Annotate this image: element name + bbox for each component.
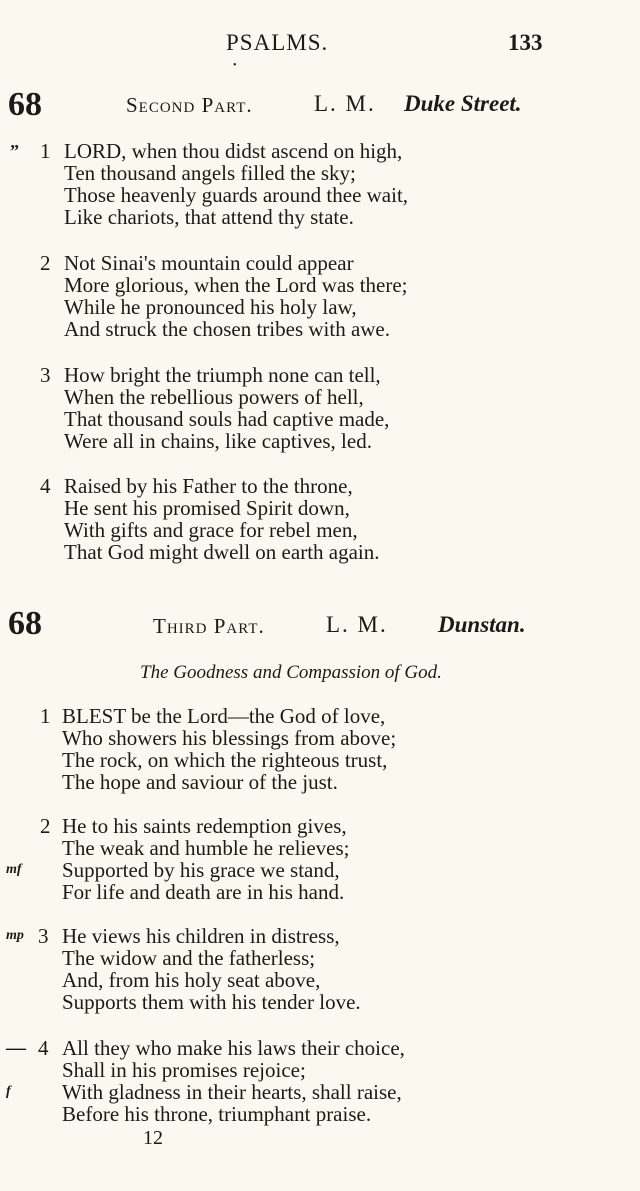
dynamic-marking: f [6, 1084, 11, 1099]
verse-line: With gifts and grace for rebel men, [64, 518, 358, 542]
verse-line: That thousand souls had captive made, [64, 407, 390, 431]
hymn-meter: L. M. [326, 612, 388, 637]
hymn-meter: L. M. [314, 91, 376, 116]
hymn-tune: Dunstan. [438, 612, 526, 637]
verse-line: He sent his promised Spirit down, [64, 496, 350, 520]
verse-line: With gladness in their hearts, shall raise, [62, 1080, 402, 1104]
verse-line: The widow and the fatherless; [62, 946, 316, 970]
hymn-part: Second Part. [126, 93, 253, 117]
signature-mark: 12 [143, 1127, 163, 1149]
verse-line: Before his throne, triumphant praise. [62, 1102, 372, 1126]
hymn-number: 68 [8, 605, 42, 642]
verse-line: When the rebellious powers of hell, [64, 385, 364, 409]
verse-line: Those heavenly guards around thee wait, [64, 183, 409, 207]
verse-line: BLEST be the Lord—the God of love, [62, 704, 386, 728]
verse-line: The weak and humble he relieves; [62, 836, 350, 860]
verse-line: Who showers his blessings from above; [62, 726, 397, 750]
verse-number: 2 [40, 251, 51, 275]
hymn-part: Third Part. [153, 614, 265, 638]
verse-line: How bright the triumph none can tell, [64, 363, 381, 387]
running-title: PSALMS. [226, 30, 329, 55]
verse-number: 4 [38, 1036, 49, 1060]
verse-line: Shall in his promises rejoice; [62, 1058, 306, 1082]
verse-line: While he pronounced his holy law, [64, 295, 357, 319]
dynamic-marking: mf [6, 862, 22, 877]
verse-number: 4 [40, 474, 51, 498]
ornament: • [233, 60, 237, 71]
hymn-number: 68 [8, 86, 42, 123]
verse-line: The hope and saviour of the just. [62, 770, 338, 794]
verse-line: And struck the chosen tribes with awe. [64, 317, 391, 341]
dynamic-marking: ˮ [10, 141, 19, 161]
hymn-tune: Duke Street. [404, 91, 522, 116]
verse-line: LORD, when thou didst ascend on high, [64, 139, 403, 163]
verse-line: Supported by his grace we stand, [62, 858, 340, 882]
verse-line: Were all in chains, like captives, led. [64, 429, 372, 453]
verse-line: Like chariots, that attend thy state. [64, 205, 354, 229]
verse-line: Raised by his Father to the throne, [64, 474, 353, 498]
verse-line: And, from his holy seat above, [62, 968, 321, 992]
dynamic-marking: — [6, 1037, 26, 1059]
verse-line: Not Sinai's mountain could appear [64, 251, 354, 275]
hymn-subtitle: The Goodness and Compassion of God. [140, 662, 442, 683]
verse-line: More glorious, when the Lord was there; [64, 273, 408, 297]
verse-number: 3 [40, 363, 51, 387]
page-number: 133 [508, 30, 543, 55]
verse-number: 3 [38, 924, 49, 948]
verse-line: He to his saints redemption gives, [62, 814, 347, 838]
verse-line: The rock, on which the righteous trust, [62, 748, 388, 772]
verse-line: Supports them with his tender love. [62, 990, 361, 1014]
verse-number: 2 [40, 814, 51, 838]
verse-line: All they who make his laws their choice, [62, 1036, 405, 1060]
dynamic-marking: mp [6, 928, 24, 943]
verse-line: For life and death are in his hand. [62, 880, 345, 904]
verse-line: That God might dwell on earth again. [64, 540, 380, 564]
verse-number: 1 [40, 139, 51, 163]
verse-number: 1 [40, 704, 51, 728]
verse-line: He views his children in distress, [62, 924, 340, 948]
verse-line: Ten thousand angels filled the sky; [64, 161, 356, 185]
